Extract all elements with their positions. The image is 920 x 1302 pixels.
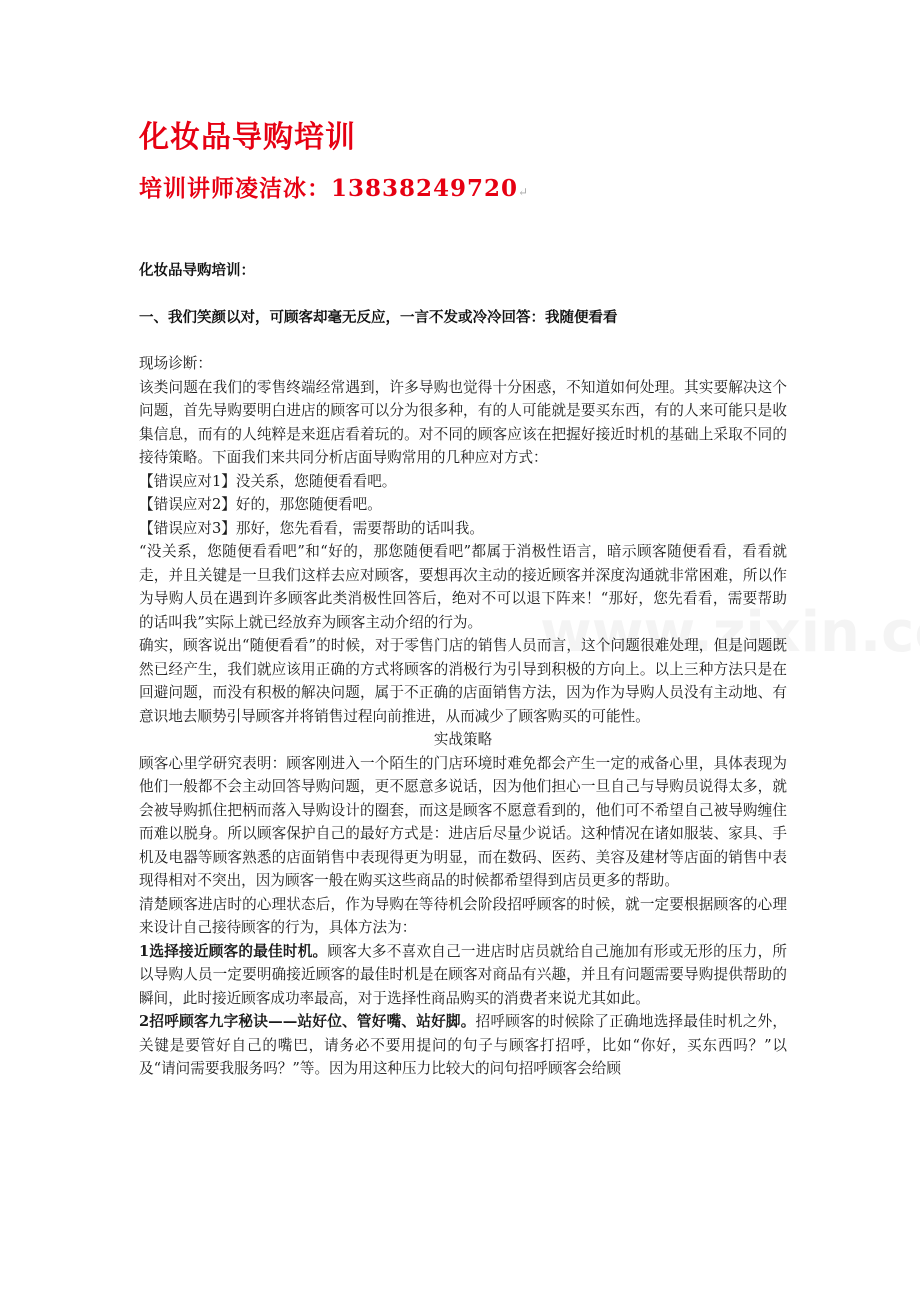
- tip-heading: 2招呼顾客九字秘诀——站好位、管好嘴、站好脚。: [139, 1013, 476, 1030]
- paragraph-mark: ↵: [518, 185, 530, 199]
- paragraph: 【错误应对1】没关系，您随便看看吧。: [139, 472, 397, 490]
- paragraph: 确实，顾客说出“随便看看”的时候，对于零售门店的销售人员而言，这个问题很难处理，但是问题既然已经产生，我们就应该用正确的方式将顾客的消极行为引导到积极的方向上。以上三种方法只是在回避问题，而没有积极的解决问题，属于不正确的店面销售方法，因为作为导购人员没有主动地、有意识地去顺势引导顾客并将销售过程向前推进，从而减少了顾客购买的可能性。: [139, 637, 787, 725]
- body-text: [139, 352, 787, 1081]
- paragraph: [139, 1010, 787, 1081]
- paragraph: 该类问题在我们的零售终端经常遇到，许多导购也觉得十分困惑，不知道如何处理。其实要解决这个问题，首先导购要明白进店的顾客可以分为很多种，有的人可能就是要买东西，有的人来可能只是收集信息，而有的人纯粹是来逛店看着玩的。对不同的顾客应该在把握好接近时机的基础上采取不同的接待策略。下面我们来共同分析店面导购常用的几种应对方式：: [139, 378, 787, 466]
- tip-text: 顾客大多不喜欢自己一进店时店员就给自己施加有形或无形的压力，所以导购人员一定要明确接近顾客的最佳时机是在顾客对商品有兴趣，并且有问题需要导购提供帮助的瞬间，此时接近顾客成功率最高，对于选择性商品购买的消费者来说尤其如此。: [139, 942, 787, 1007]
- tip-text: 招呼顾客的时候除了正确地选择最佳时机之外，关键是要管好自己的嘴巴，请务必不要用提问的句子与顾客打招呼，比如“你好，买东西吗？”以及“请问需要我服务吗？”等。因为用这种压力比较大的问句招呼顾客会给顾: [139, 1013, 787, 1077]
- paragraph: [139, 940, 787, 1011]
- paragraph: 清楚顾客进店时的心理状态后，作为导购在等待机会阶段招呼顾客的时候，就一定要根据顾客的心理来设计自己接待顾客的行为，具体方法为：: [139, 895, 787, 936]
- intro-heading: 化妆品导购培训：: [139, 263, 255, 279]
- document-title: 化妆品导购培训: [139, 120, 356, 155]
- tip-heading: 1选择接近顾客的最佳时机。: [139, 942, 328, 960]
- paragraph: 顾客心里学研究表明：顾客刚进入一个陌生的门店环境时难免都会产生一定的戒备心里，具体表现为他们一般都不会主动回答导购问题，更不愿意多说话，因为他们担心一旦自己与导购员说得太多，就会被导购抓住把柄而落入导购设计的圈套，而这是顾客不愿意看到的，他们可不希望自己被导购缠住而难以脱身。所以顾客保护自己的最好方式是：进店后尽量少说话。这种情况在诸如服装、家具、手机及电器等顾客熟悉的店面销售中表现得更为明显，而在数码、医药、美容及建材等店面的销售中表现得相对不突出，因为顾客一般在购买这些商品的时候都希望得到店员更多的帮助。: [139, 754, 787, 889]
- section-subheading: 实战策略: [433, 731, 493, 748]
- paragraph: 现场诊断：: [139, 355, 212, 372]
- paragraph: 【错误应对3】那好，您先看看，需要帮助的话叫我。: [139, 519, 484, 537]
- section-heading: 一、我们笑颜以对，可顾客却毫无反应，一言不发或冷冷回答：我随便看看: [139, 310, 618, 326]
- trainer-line: [139, 170, 529, 203]
- paragraph: “没关系，您随便看看吧”和“好的，那您随便看吧”都属于消极性语言，暗示顾客随便看看，看看就走，并且关键是一旦我们这样去应对顾客，要想再次主动的接近顾客并深度沟通就非常困难，所以作为导购人员在遇到许多顾客此类消极性回答后，绝对不可以退下阵来！“那好，您先看看，需要帮助的话叫我”实际上就已经放弃为顾客主动介绍的行为。: [139, 543, 787, 631]
- paragraph: 【错误应对2】好的，那您随便看吧。: [139, 496, 382, 513]
- trainer-text: 培训讲师凌洁冰：13838249720: [139, 175, 519, 202]
